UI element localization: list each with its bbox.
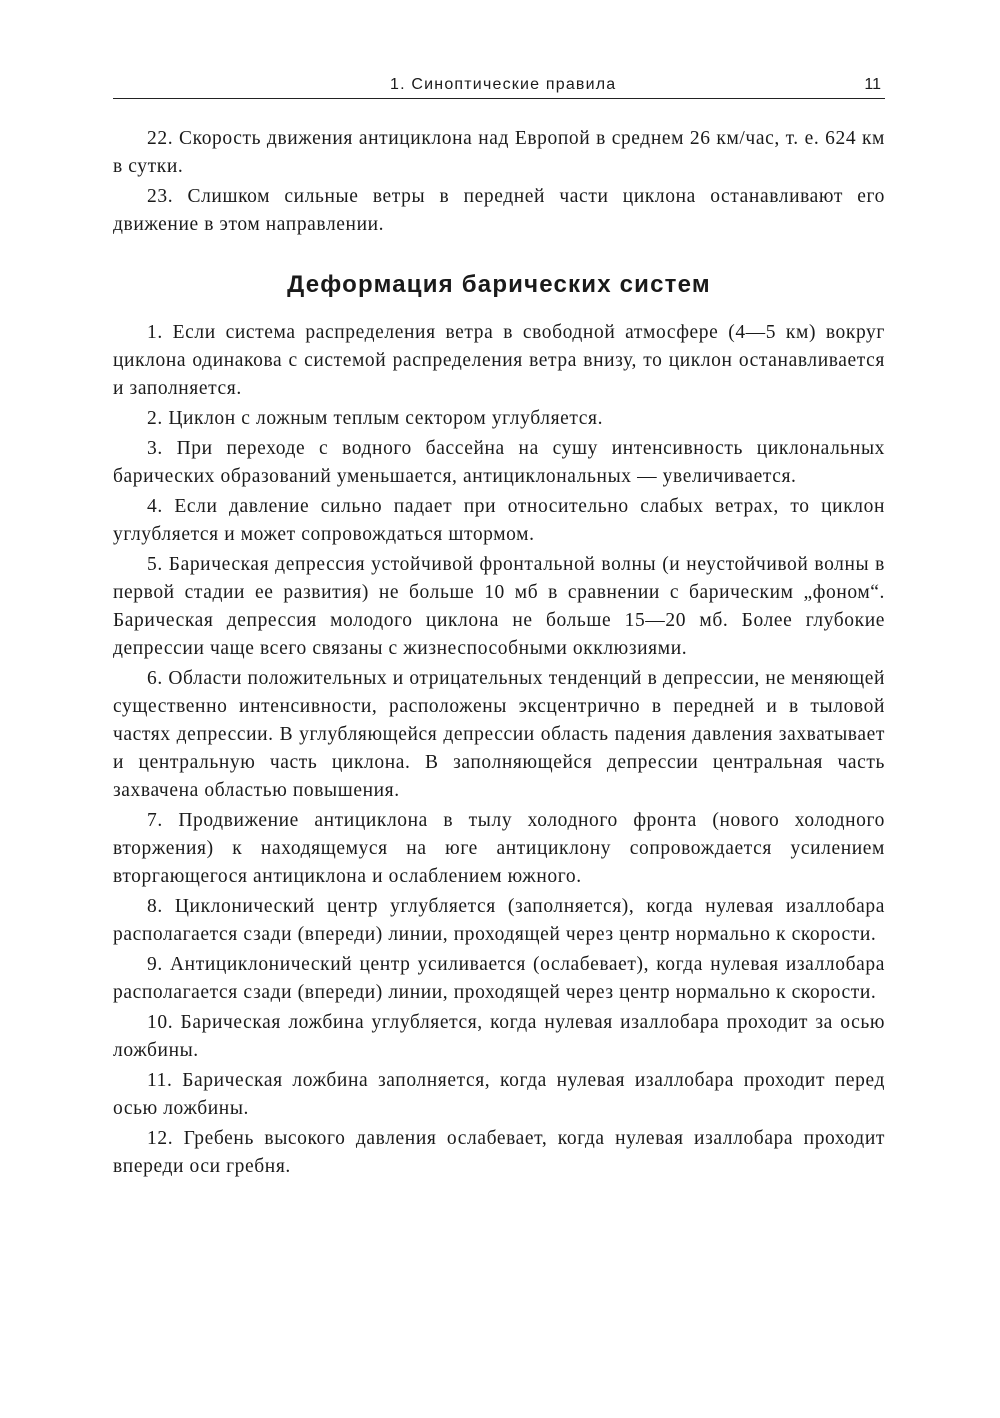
item-number: 9. — [147, 954, 163, 975]
paragraph-text: Если система распределения ветра в свободной атмосфере (4—5 км) вокруг циклона одинакова с системой распределения ветра внизу, то циклон останавливается и заполняется. — [113, 322, 886, 399]
item-number: 11. — [147, 1070, 173, 1091]
paragraph — [113, 665, 885, 805]
paragraph-text: Скорость движения антициклона над Европой в среднем 26 км/час, т. е. 624 км в сутки. — [113, 128, 885, 177]
item-number: 5. — [147, 554, 163, 575]
item-number: 8. — [147, 896, 163, 917]
paragraph-text: Гребень высокого давления ослабевает, когда нулевая изаллобара проходит впереди оси гребня. — [113, 1128, 885, 1177]
item-number: 2. — [147, 408, 163, 429]
item-number: 23. — [147, 186, 174, 207]
item-number: 12. — [147, 1128, 174, 1149]
item-number: 4. — [147, 496, 163, 517]
paragraph — [113, 893, 885, 949]
page-number: 11 — [864, 76, 881, 93]
paragraph — [113, 405, 885, 433]
paragraph-text: Если давление сильно падает при относительно слабых ветрах, то циклон углубляется и может сопровождаться штормом. — [113, 496, 885, 545]
paragraph-text: Циклон с ложным теплым сектором углубляется. — [168, 408, 604, 429]
paragraph — [113, 493, 885, 549]
paragraph — [113, 951, 885, 1007]
item-number: 3. — [147, 438, 163, 459]
paragraph-text: Барическая ложбина заполняется, когда нулевая изаллобара проходит перед осью ложбины. — [113, 1070, 885, 1119]
page-header — [113, 72, 885, 99]
paragraph-text: Области положительных и отрицательных тенденций в депрессии, не меняющей существенно интенсивности, расположены эксцентрично в передней и в тыловой частях депрессии. В углубляющейся депрессии область падения давления захватывает и центральную часть циклона. В заполняющейся депрессии центральная часть захвачена областью повышения. — [113, 668, 885, 801]
paragraph — [113, 183, 885, 239]
paragraph — [113, 319, 885, 403]
item-number: 6. — [147, 668, 163, 689]
paragraph — [113, 1009, 885, 1065]
paragraph-text: Продвижение антициклона в тылу холодного фронта (нового холодного вторжения) к находящемуся на юге антициклону сопровождается усилением вторгающегося антициклона и ослаблением южного. — [113, 810, 885, 887]
item-number: 22. — [147, 128, 174, 149]
paragraph-text: Циклонический центр углубляется (заполняется), когда нулевая изаллобара располагается сзади (впереди) линии, проходящей через центр нормально к скорости. — [113, 896, 885, 945]
paragraph — [113, 435, 885, 491]
page-body — [113, 125, 885, 1183]
paragraph-text: Барическая ложбина углубляется, когда нулевая изаллобара проходит за осью ложбины. — [113, 1012, 885, 1061]
paragraph-text: Слишком сильные ветры в передней части циклона останавливают его движение в этом направлении. — [113, 186, 885, 235]
paragraph — [113, 1067, 885, 1123]
paragraph-text: При переходе с водного бассейна на сушу интенсивность циклональных барических образований уменьшается, антициклональных — увеличивается. — [113, 438, 885, 487]
running-head: 1. Синоптические правила — [390, 76, 617, 93]
paragraph — [113, 125, 885, 181]
paragraph — [113, 551, 885, 663]
item-number: 10. — [147, 1012, 174, 1033]
item-number: 1. — [147, 322, 163, 343]
item-number: 7. — [147, 810, 163, 831]
section-title: Деформация барических систем — [287, 271, 711, 298]
paragraph — [113, 1125, 885, 1181]
paragraph-text: Антициклонический центр усиливается (ослабевает), когда нулевая изаллобара располагается сзади (впереди) линии, проходящей через центр нормально к скорости. — [113, 954, 885, 1003]
paragraph-text: Барическая депрессия устойчивой фронтальной волны (и неустойчивой волны в первой стадии ее развития) не больше 10 мб в сравнении с барическим „фоном“. Барическая депрессия молодого циклона не больше 15—20 мб. Более глубокие депрессии чаще всего связаны с жизнеспособными окклюзиями. — [113, 554, 885, 659]
paragraph — [113, 807, 885, 891]
